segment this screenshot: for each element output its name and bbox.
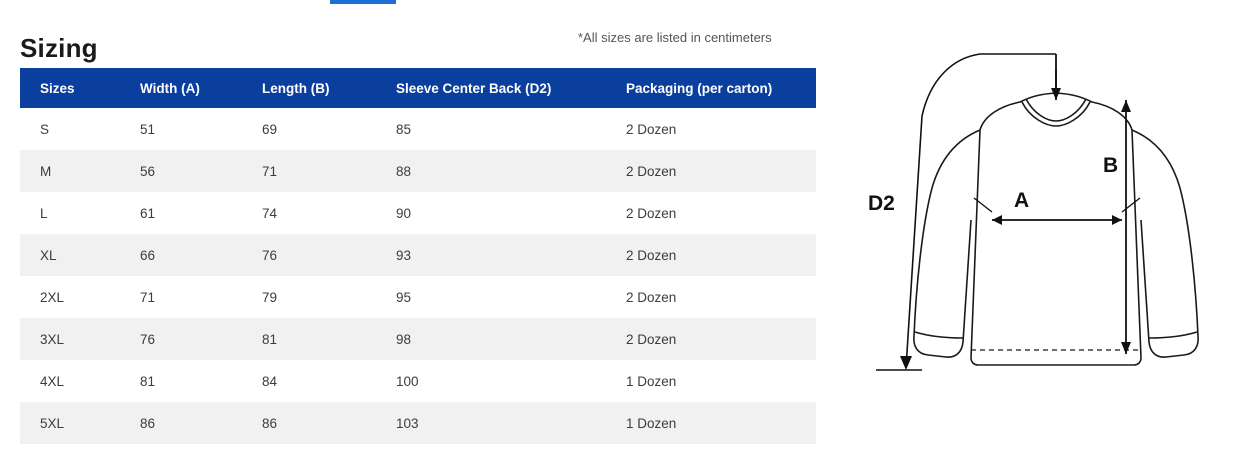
cell-length: 71	[242, 150, 376, 192]
table-row	[20, 234, 816, 276]
cell-size: 4XL	[40, 373, 65, 389]
cell-length: 84	[262, 373, 278, 389]
table-row	[20, 318, 816, 360]
page-title: Sizing	[20, 33, 98, 64]
cell-length: 86	[242, 402, 376, 444]
column-header-width: Width (A)	[120, 68, 242, 108]
cell-packaging: 2 Dozen	[606, 150, 816, 192]
cell-length: 79	[262, 289, 278, 305]
cell-packaging: 2 Dozen	[606, 234, 816, 276]
cell-size: 5XL	[20, 402, 120, 444]
cell-sleeve: 98	[376, 318, 606, 360]
cell-length: 76	[242, 234, 376, 276]
column-header-sizes: Sizes	[20, 68, 120, 108]
cell-width: 56	[120, 150, 242, 192]
cell-sleeve: 100	[396, 373, 419, 389]
table-row	[20, 276, 816, 318]
cell-sleeve: 95	[396, 289, 412, 305]
cell-packaging: 1 Dozen	[626, 373, 677, 389]
sizing-table-container	[20, 68, 816, 444]
column-header-length: Length (B)	[242, 68, 376, 108]
table-row	[20, 108, 816, 150]
cell-packaging: 1 Dozen	[606, 402, 816, 444]
measurement-diagram	[860, 20, 1230, 420]
sweatshirt-outline	[914, 93, 1198, 365]
cell-packaging: 2 Dozen	[606, 318, 816, 360]
cell-sleeve: 90	[396, 205, 412, 221]
cell-size: 3XL	[20, 318, 120, 360]
cell-length: 69	[262, 121, 278, 137]
cell-width: 61	[140, 205, 156, 221]
table-header-row	[20, 68, 816, 108]
table-row	[20, 150, 816, 192]
cell-length: 81	[242, 318, 376, 360]
cell-packaging: 2 Dozen	[626, 289, 677, 305]
units-note: *All sizes are listed in centimeters	[578, 30, 772, 45]
cell-sleeve: 103	[376, 402, 606, 444]
cell-width: 71	[140, 289, 156, 305]
cell-length: 74	[262, 205, 278, 221]
column-header-packaging: Packaging (per carton)	[606, 68, 816, 108]
active-tab-indicator[interactable]	[330, 0, 396, 4]
cell-width: 51	[140, 121, 156, 137]
width-label: A	[1014, 189, 1030, 212]
width-dimension-arrow	[974, 198, 1140, 225]
cell-size: M	[20, 150, 120, 192]
table-row	[20, 402, 816, 444]
cell-sleeve: 85	[396, 121, 412, 137]
cell-width: 76	[120, 318, 242, 360]
sizing-table	[20, 68, 816, 444]
cell-packaging: 2 Dozen	[626, 121, 677, 137]
cell-sleeve: 88	[376, 150, 606, 192]
cell-width: 86	[120, 402, 242, 444]
cell-size: 2XL	[40, 289, 65, 305]
length-label: B	[1103, 154, 1119, 177]
table-row	[20, 360, 816, 402]
cell-size: S	[40, 121, 50, 137]
cell-width: 66	[120, 234, 242, 276]
table-row	[20, 192, 816, 234]
cell-size: XL	[20, 234, 120, 276]
cell-size: L	[40, 205, 48, 221]
length-dimension-arrow	[1121, 100, 1131, 354]
cell-width: 81	[140, 373, 156, 389]
column-header-sleeve: Sleeve Center Back (D2)	[376, 68, 606, 108]
cell-packaging: 2 Dozen	[626, 205, 677, 221]
sleeve-dimension-arrow	[876, 54, 1061, 370]
sleeve-label: D2	[868, 192, 895, 215]
cell-sleeve: 93	[376, 234, 606, 276]
